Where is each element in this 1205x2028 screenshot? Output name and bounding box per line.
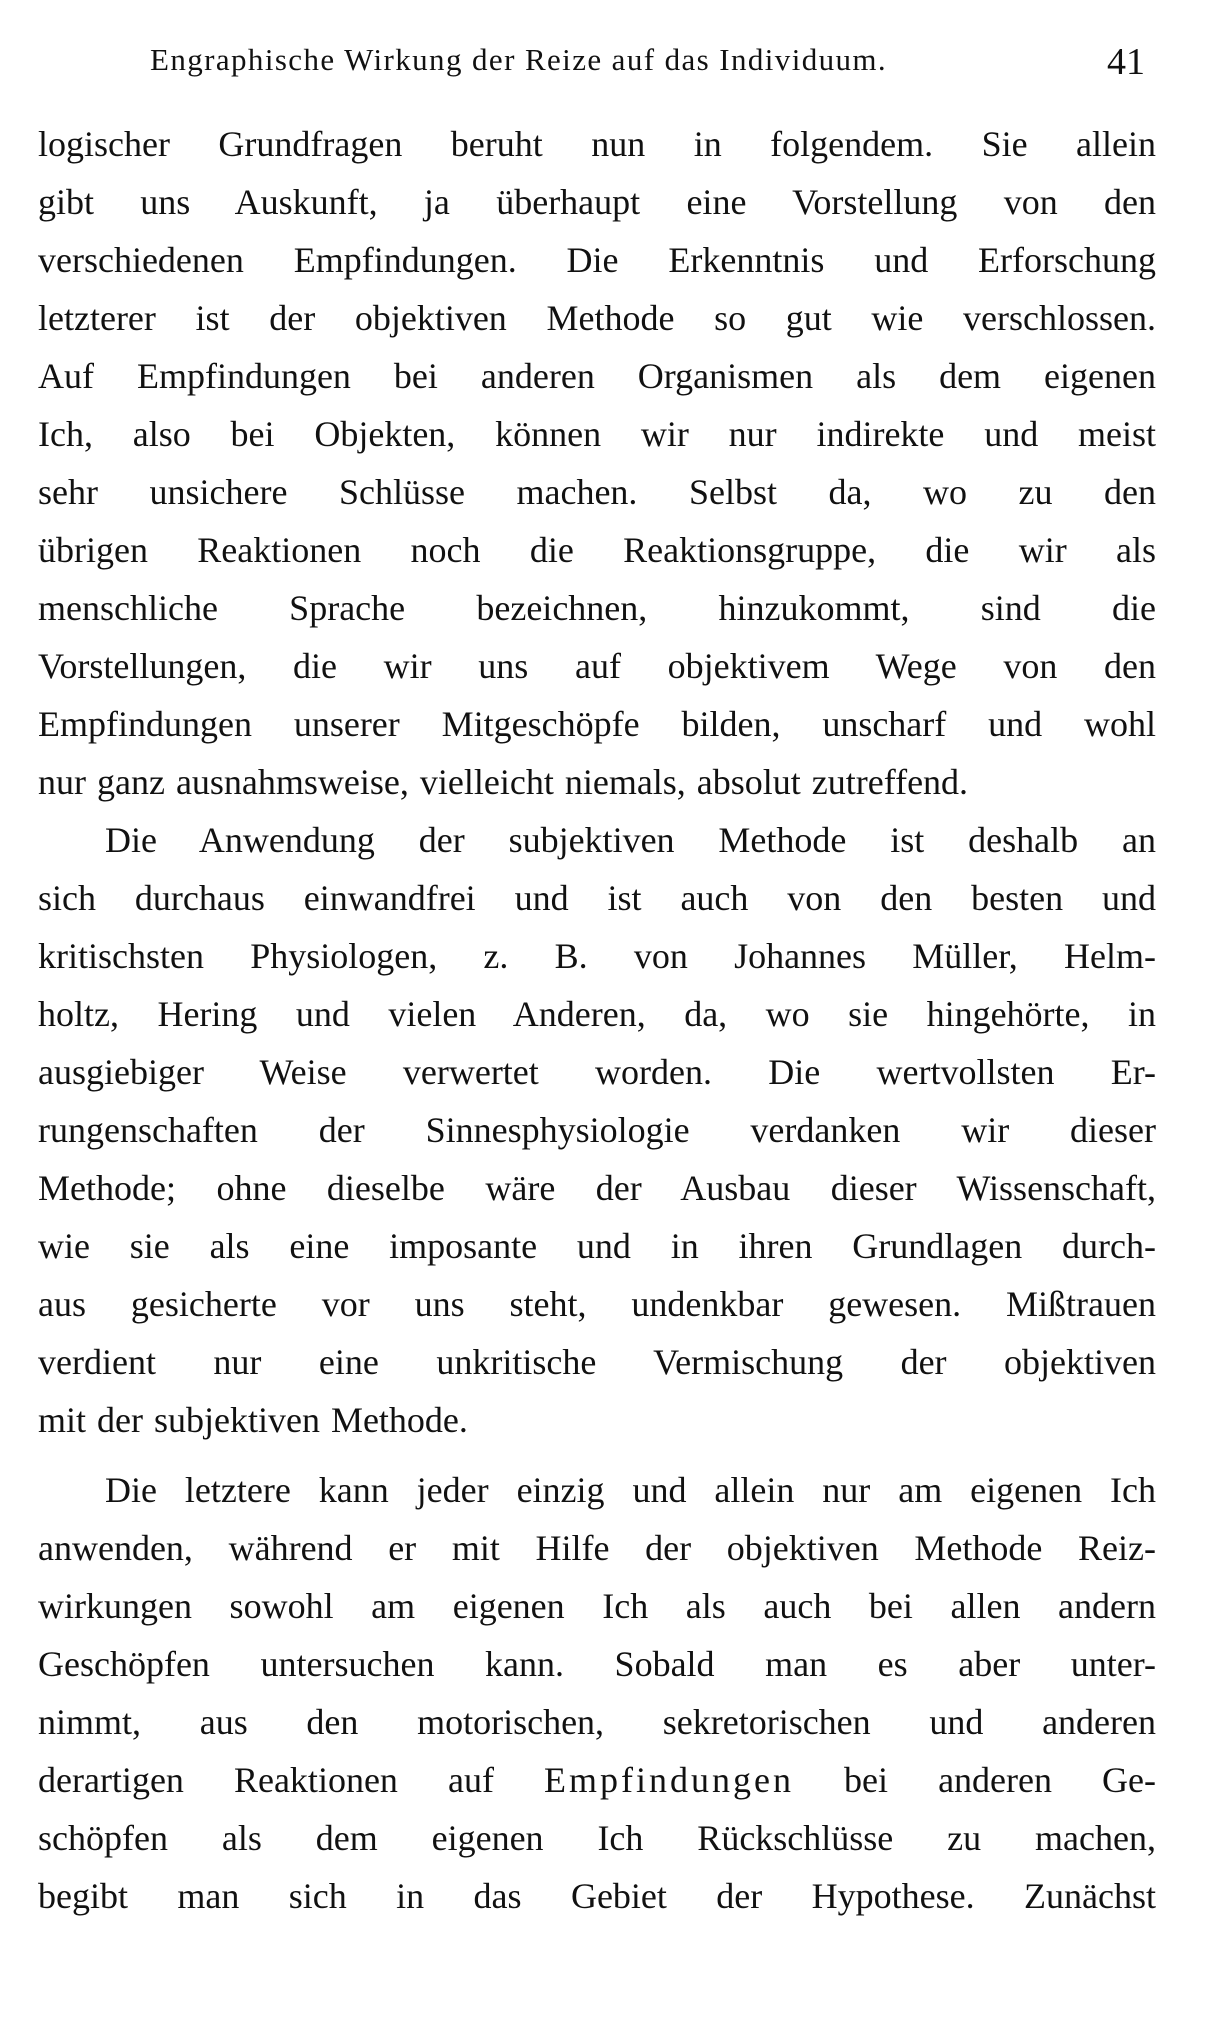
text-line: verschiedenen Empfindungen. Die Erkenntnis und Erforschung [38,240,1156,280]
text-line: anwenden, während er mit Hilfe der objektiven Methode Reiz- [38,1528,1156,1568]
text-line: mit der subjektiven Methode. [38,1400,468,1440]
text-line: holtz, Hering und vielen Anderen, da, wo sie hingehörte, in [38,994,1156,1034]
running-header [150,40,1145,90]
text-line: rungenschaften der Sinnesphysiologie verdanken wir dieser [38,1110,1156,1150]
text-segment: bei anderen Ge- [844,1760,1157,1800]
text-line: Die Anwendung der subjektiven Methode ist deshalb an [105,820,1156,860]
paragraph-2 [38,811,1156,1449]
text-line: kritischsten Physiologen, z. B. von Johannes Müller, Helm- [38,936,1156,976]
text-line: Empfindungen unserer Mitgeschöpfe bilden, unscharf und wohl [38,704,1156,744]
text-line: logischer Grundfragen beruht nun in folgendem. Sie allein [38,124,1156,164]
text-line: Die letztere kann jeder einzig und allein nur am eigenen Ich [105,1470,1156,1510]
text-line: wie sie als eine imposante und in ihren Grundlagen durch- [38,1226,1156,1266]
text-line: aus gesicherte vor uns steht, undenkbar gewesen. Mißtrauen [38,1284,1156,1324]
text-line: begibt man sich in das Gebiet der Hypothese. Zunächst [38,1876,1156,1916]
text-segment: derartigen Reaktionen auf [38,1760,494,1800]
text-line: Auf Empfindungen bei anderen Organismen als dem eigenen [38,356,1156,396]
paragraph-3 [38,1461,1156,1925]
text-line: Vorstellungen, die wir uns auf objektivem Wege von den [38,646,1156,686]
paragraph-1 [38,115,1156,811]
text-line: nur ganz ausnahmsweise, vielleicht niemals, absolut zutreffend. [38,762,969,802]
text-line: Geschöpfen untersuchen kann. Sobald man es aber unter- [38,1644,1156,1684]
text-line: letzterer ist der objektiven Methode so gut wie verschlossen. [38,298,1156,338]
emphasized-word: Empfindungen [544,1760,794,1800]
text-line-with-emphasis [38,1751,1156,1809]
text-line: sehr unsichere Schlüsse machen. Selbst da, wo zu den [38,472,1156,512]
page-number: 41 [1107,41,1145,83]
text-line: nimmt, aus den motorischen, sekretorischen und anderen [38,1702,1156,1742]
text-line: verdient nur eine unkritische Vermischung der objektiven [38,1342,1156,1382]
text-line: Ich, also bei Objekten, können wir nur indirekte und meist [38,414,1156,454]
body-text [38,115,1156,1925]
text-line: wirkungen sowohl am eigenen Ich als auch bei allen andern [38,1586,1156,1626]
text-line: sich durchaus einwandfrei und ist auch von den besten und [38,878,1156,918]
text-line: übrigen Reaktionen noch die Reaktionsgruppe, die wir als [38,530,1156,570]
text-line: menschliche Sprache bezeichnen, hinzukommt, sind die [38,588,1156,628]
running-header-title: Engraphische Wirkung der Reize auf das Individuum. [150,42,888,77]
text-line: ausgiebiger Weise verwertet worden. Die wertvollsten Er- [38,1052,1156,1092]
text-line: schöpfen als dem eigenen Ich Rückschlüsse zu machen, [38,1818,1156,1858]
text-line: gibt uns Auskunft, ja überhaupt eine Vorstellung von den [38,182,1156,222]
text-line: Methode; ohne dieselbe wäre der Ausbau dieser Wissenschaft, [38,1168,1156,1208]
